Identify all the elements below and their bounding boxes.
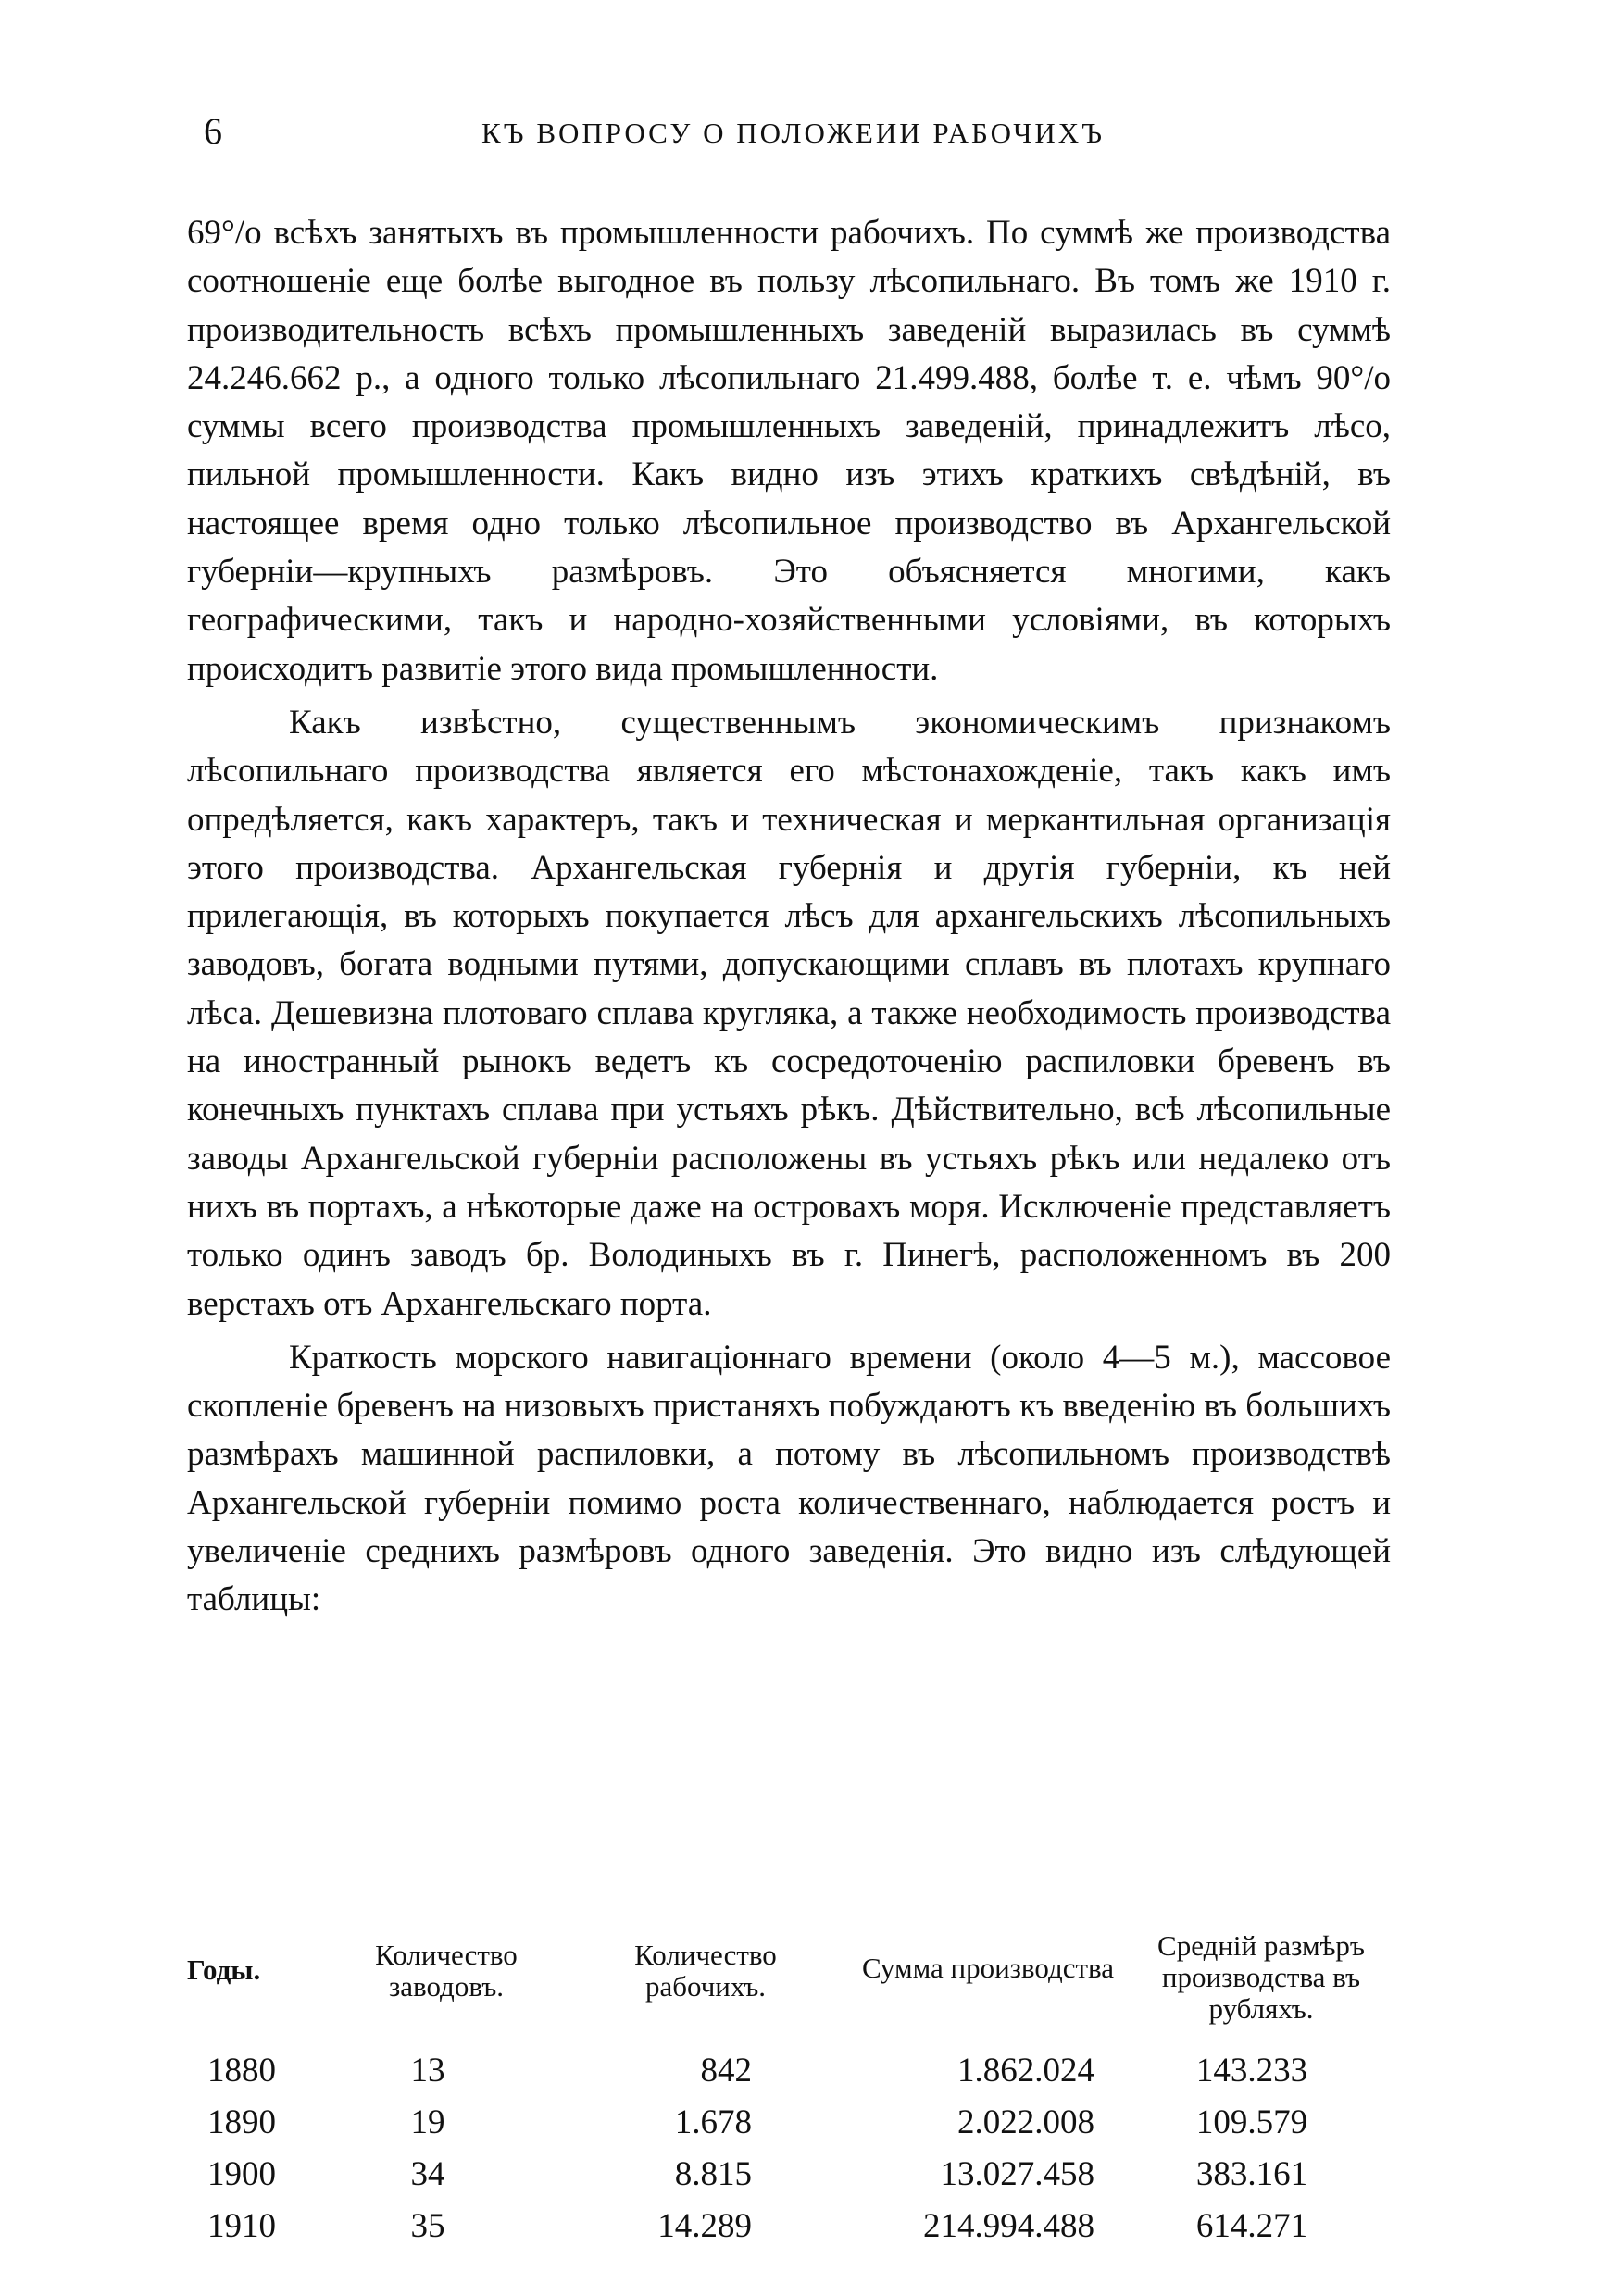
header-workers: Количество рабочихъ. [634,1939,777,2003]
cell-factories: 34 [410,2155,445,2193]
cell-year: 1900 [207,2155,276,2193]
cell-avg: 109.579 [1195,2103,1308,2141]
page-number: 6 [204,110,222,152]
cell-avg: 143.233 [1195,2052,1308,2090]
statistics-table [187,1930,1391,2258]
table-header [187,1930,1391,2051]
cell-workers: 1.678 [674,2103,752,2141]
running-head: КЪ ВОПРОСУ О ПОЛОЖЕИИ РАБОЧИХЪ [481,117,1106,149]
cell-workers: 8.815 [674,2155,752,2193]
table-row [187,2206,1391,2258]
cell-avg: 383.161 [1195,2155,1308,2193]
header-factories: Количество заводовъ. [375,1939,518,2003]
header-years: Годы. [187,1953,261,1986]
table-row [187,2154,1391,2206]
cell-sum: 1.862.024 [957,2052,1094,2090]
table-row [187,2051,1391,2103]
table-row [187,2103,1391,2154]
cell-sum: 2.022.008 [957,2103,1094,2141]
paragraph-3: Краткость морского навигаціоннаго времени (около 4—5 м.), массовое скопленіе бревенъ на низовыхъ пристаняхъ побуждаютъ къ введенію въ большихъ размѣрахъ машинной распиловки, а потому въ лѣсопильномъ производствѣ Архангельской губерніи помимо роста количественнаго, наблюдается ростъ и увеличеніе среднихъ размѣровъ одного заведенія. Это видно изъ слѣдующей таблицы: [187,1338,1391,1619]
cell-workers: 842 [700,2052,752,2090]
cell-factories: 19 [410,2103,445,2141]
cell-year: 1880 [207,2052,276,2090]
cell-year: 1910 [207,2207,276,2245]
cell-sum: 214.994.488 [923,2207,1094,2245]
paragraph-2: Какъ извѣстно, существеннымъ экономическимъ признакомъ лѣсопильнаго производства является его мѣстонахожденіе, такъ какъ имъ опредѣляется, какъ характеръ, такъ и техническая и меркантильная организація этого производства. Архангельская губернія и другія губерніи, къ ней прилегающія, въ которыхъ покупается лѣсъ для архангельскихъ лѣсопильныхъ заводовъ, богата водными путями, допускающими сплавъ въ плотахъ крупнаго лѣса. Дешевизна плотоваго сплава кругляка, а также необходимость производства на иностранный рынокъ ведетъ къ сосредоточенію распиловки бревенъ въ конечныхъ пунктахъ сплава при устьяхъ рѣкъ. Дѣйствительно, всѣ лѣсопильные заводы Архангельской губерніи расположены въ устьяхъ рѣкъ или недалеко отъ нихъ въ портахъ, а нѣкоторые даже на островахъ моря. Исключеніе представляетъ только одинъ заводъ бр. Володиныхъ въ г. Пинегѣ, расположенномъ въ 200 верстахъ отъ Архангельскаго порта. [187,703,1391,1323]
cell-factories: 13 [410,2052,445,2090]
paragraph-1: 69°/о всѣхъ занятыхъ въ промышленности рабочихъ. По суммѣ же производства соотношеніе еще болѣе выгодное въ пользу лѣсопильнаго. Въ томъ же 1910 г. производительность всѣхъ промышленныхъ заведеній выразилась въ суммѣ 24.246.662 р., а одного только лѣсопильнаго 21.499.488, болѣе т. е. чѣмъ 90°/о суммы всего производства промышленныхъ заведеній, принадлежитъ лѣсо, пильной промышленности. Какъ видно изъ этихъ краткихъ свѣдѣній, въ настоящее время одно только лѣсопильное производство въ Архангельской губерніи—крупныхъ размѣровъ. Это объясняется многими, какъ географическими, такъ и народно-хозяйственными условіями, въ которыхъ происходитъ развитіе этого вида промышленности. [187,214,1391,688]
cell-factories: 35 [410,2207,445,2245]
cell-sum: 13.027.458 [940,2155,1094,2193]
header-sum: Сумма производства [861,1952,1115,1984]
body-text [187,209,1391,1625]
cell-avg: 614.271 [1195,2207,1308,2245]
cell-workers: 14.289 [657,2207,752,2245]
header-avg: Среднiй размѣръ производства въ рубляхъ. [1157,1929,1365,2025]
cell-year: 1890 [207,2103,276,2141]
